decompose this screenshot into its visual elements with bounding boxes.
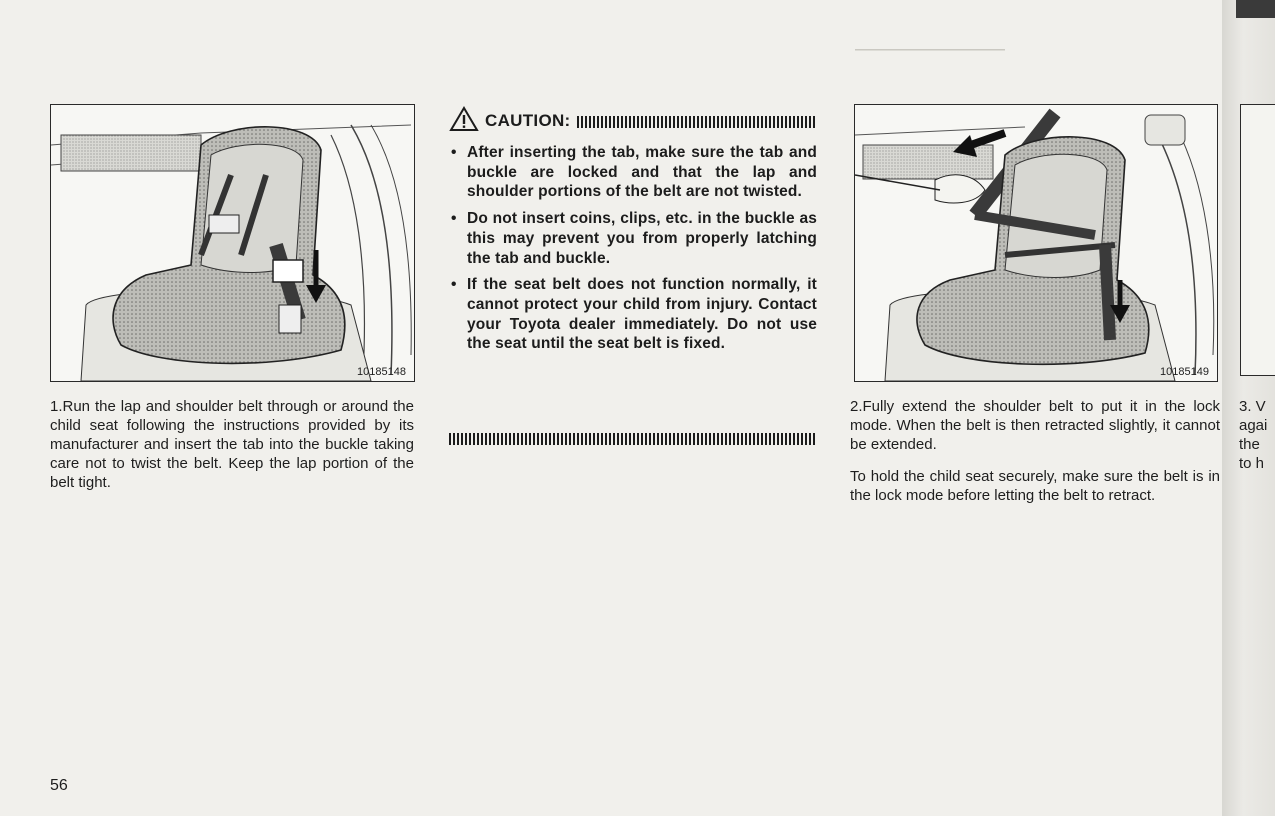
figure-id: 10185149 — [1160, 366, 1209, 378]
page-number: 56 — [50, 777, 68, 794]
caution-list — [449, 143, 817, 354]
step3-line: to h — [1239, 455, 1265, 472]
step3-line: the — [1239, 436, 1260, 453]
figure-child-seat-buckle — [50, 104, 415, 382]
figure-shoulder-belt-lock — [854, 104, 1218, 382]
child-seat-illustration — [51, 105, 414, 381]
step3-partial — [1239, 397, 1275, 473]
caution-end-divider — [449, 433, 817, 445]
figure-id: 10185148 — [357, 366, 406, 378]
caution-divider — [577, 116, 818, 128]
figure3-partial — [1240, 104, 1275, 376]
caution-header — [449, 103, 817, 139]
caution-box — [449, 103, 817, 361]
caution-item: • If the seat belt does not function normally, it cannot protect your child from injury. Contact your Toyota dealer immediately. Do not use the seat until the seat belt is fixed. — [449, 275, 817, 354]
warning-triangle-icon — [449, 106, 479, 137]
step3-line: agai — [1239, 417, 1268, 434]
step3-line: 3. V — [1239, 398, 1266, 415]
bleed-through-heading: —————————— — [855, 41, 1005, 58]
caution-item: • After inserting the tab, make sure the tab and buckle are locked and that the lap and shoulder portions of the belt are not twisted. — [449, 143, 817, 202]
caution-title: CAUTION: — [485, 111, 571, 130]
step2-text: 2.Fully extend the shoulder belt to put it in the lock mode. When the belt is then retracted slightly, it cannot be extended. — [850, 398, 1220, 453]
caution-item: • Do not insert coins, clips, etc. in the buckle as this may prevent you from properly latching the tab and buckle. — [449, 209, 817, 268]
shoulder-belt-illustration — [855, 105, 1217, 381]
step1-text: 1.Run the lap and shoulder belt through or around the child seat following the instructions provided by its manufacturer and insert the tab into the buckle taking care not to twist the belt. Keep the lap portion of the belt tight. — [50, 398, 414, 491]
step2-note: To hold the child seat securely, make sure the belt is in the lock mode before letting the belt to retract. — [850, 468, 1220, 504]
page-edge-dark — [1236, 0, 1275, 18]
